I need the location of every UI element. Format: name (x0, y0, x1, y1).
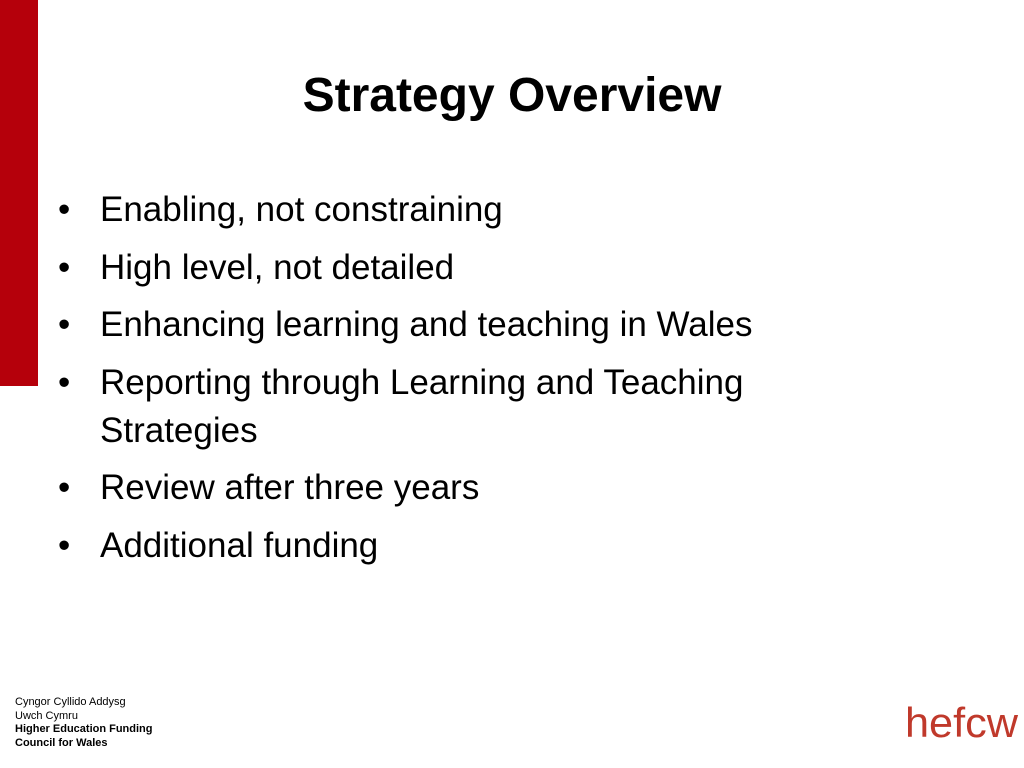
bullet-item (58, 359, 888, 455)
bullet-text: Enabling, not constraining (100, 190, 503, 229)
english-name-line-2: Council for Wales (15, 736, 108, 749)
welsh-name-line-2: Uwch Cymru (15, 709, 78, 722)
hefcw-logo-icon (905, 697, 1020, 747)
bullet-icon: • (58, 305, 71, 344)
bullet-item (58, 186, 888, 234)
bullet-icon: • (58, 525, 71, 565)
bullet-text: Review after three years (100, 468, 480, 507)
logo-text: hefcw (905, 699, 1019, 746)
english-name-line-1: Higher Education Funding (15, 723, 153, 735)
bullet-item (58, 244, 888, 292)
bullet-item (58, 522, 888, 570)
bullet-icon: • (58, 247, 71, 287)
bullet-icon: • (58, 468, 71, 507)
bullet-icon: • (58, 190, 71, 229)
bullet-text: Reporting through Learning and Teaching Strategies (100, 362, 744, 450)
bullet-list (58, 186, 888, 579)
organization-name (15, 696, 153, 750)
bullet-icon: • (58, 362, 71, 402)
bullet-text: High level, not detailed (100, 247, 455, 287)
accent-bar (0, 0, 38, 386)
bullet-item (58, 464, 888, 512)
bullet-text: Additional funding (100, 525, 379, 565)
welsh-name-line-1: Cyngor Cyllido Addysg (15, 696, 126, 708)
bullet-text: Enhancing learning and teaching in Wales (100, 305, 753, 344)
bullet-item (58, 301, 888, 349)
slide-title: Strategy Overview (302, 69, 722, 122)
